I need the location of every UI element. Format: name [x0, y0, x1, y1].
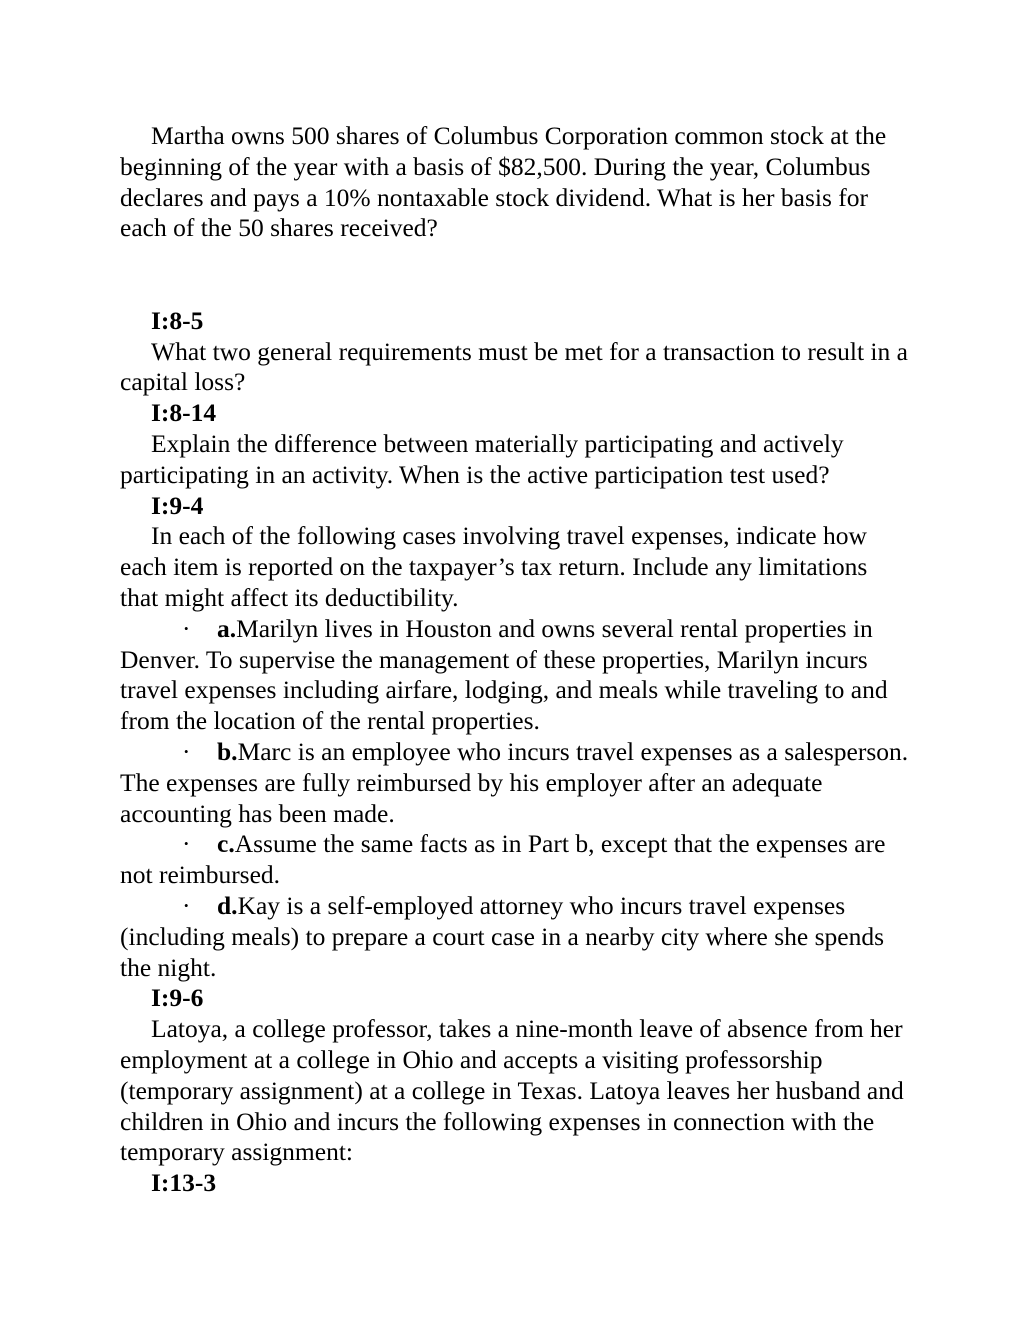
- document-page: [120, 121, 910, 1199]
- intro-paragraph: Martha owns 500 shares of Columbus Corporation common stock at the beginning of the year with a basis of $82,500. During the year, Columbus declares and pays a 10% nontaxable stock dividend. What is her basis for each of the 50 shares received?: [120, 121, 887, 243]
- item-text: Marc is an employee who incurs travel expenses as a salesperson. The expenses are fully reimbursed by his employer after an adequate accounting has been made.: [120, 736, 909, 828]
- item-text: Marilyn lives in Houston and owns several rental properties in Denver. To supervise the management of these properties, Marilyn incurs travel expenses including airfare, lodging, and meals while traveling to and from the location of the rental properties.: [120, 613, 888, 736]
- question-text: Explain the difference between materially participating and actively participating in an activity. When is the active participation test used?: [120, 428, 844, 489]
- item-text: Assume the same facts as in Part b, except that the expenses are not reimbursed.: [120, 829, 886, 890]
- section-gap: [120, 244, 910, 306]
- list-item: [120, 829, 910, 891]
- item-letter: c.: [217, 829, 235, 859]
- question-id: I:8-14: [151, 398, 217, 428]
- item-letter: d.: [217, 890, 238, 920]
- bullet-marker: ·: [182, 890, 191, 920]
- bullet-marker: ·: [182, 829, 191, 859]
- item-letter: b.: [217, 736, 238, 766]
- question-id: I:9-4: [151, 490, 204, 520]
- list-item: [120, 614, 910, 737]
- item-letter: a.: [217, 613, 237, 643]
- question-id: I:13-3: [151, 1168, 217, 1198]
- question-id: I:8-5: [151, 305, 204, 335]
- question-text: Latoya, a college professor, takes a nine-month leave of absence from her employment at a college in Ohio and accepts a visiting professorship (temporary assignment) at a college in Texas. Latoya leaves her husband and children in Ohio and incurs the following expenses in connection with the temporary assignment:: [120, 1014, 904, 1167]
- question-text: What two general requirements must be met for a transaction to result in a capital loss?: [120, 336, 908, 397]
- item-text: Kay is a self-employed attorney who incurs travel expenses (including meals) to prepare a court case in a nearby city where she spends the night.: [120, 890, 884, 982]
- bullet-marker: ·: [182, 736, 191, 766]
- bullet-marker: ·: [182, 613, 191, 643]
- question-text: In each of the following cases involving travel expenses, indicate how each item is reported on the taxpayer’s tax return. Include any limitations that might affect its deductibility.: [120, 521, 868, 612]
- list-item: [120, 737, 910, 829]
- list-item: [120, 891, 910, 983]
- question-id: I:9-6: [151, 983, 204, 1013]
